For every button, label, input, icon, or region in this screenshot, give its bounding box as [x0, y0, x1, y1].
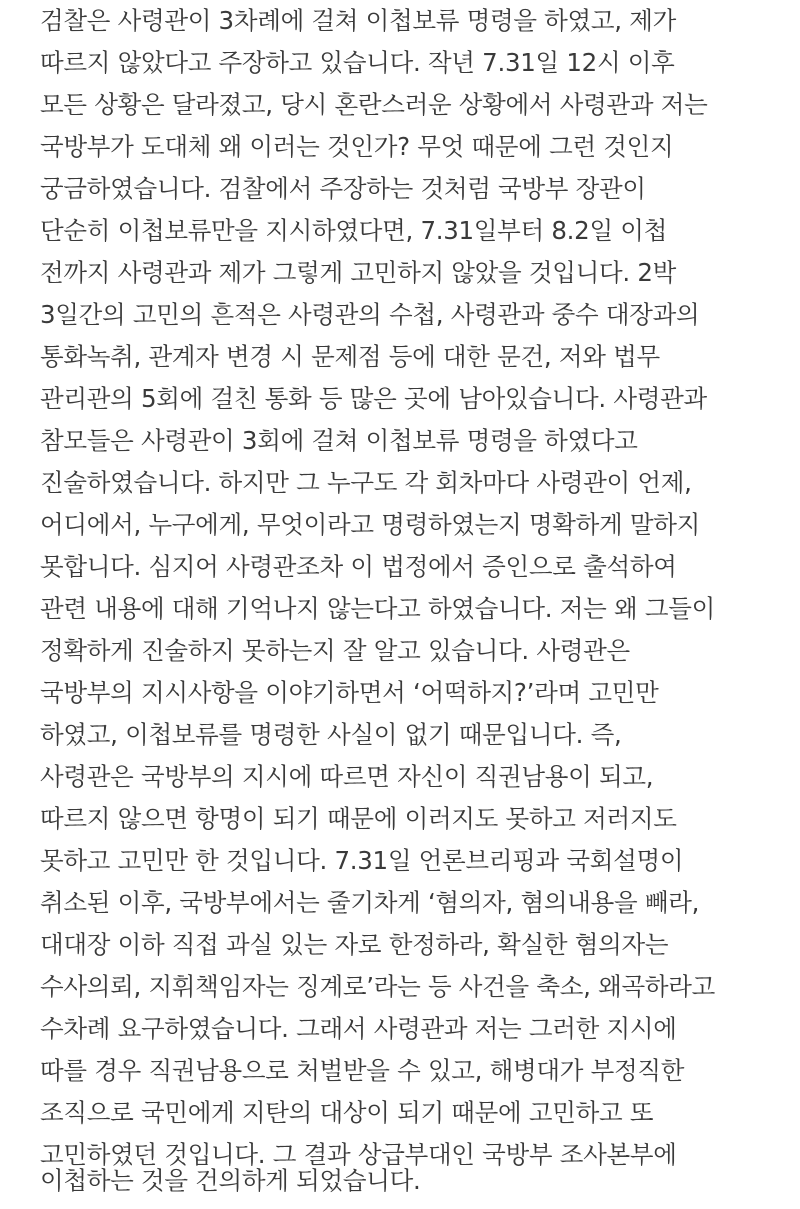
- text-line: 이첩하는 것을 건의하게 되었습니다.: [40, 1166, 421, 1195]
- text-line: 3일간의 고민의 흔적은 사령관의 수첩, 사령관과 중수 대장과의: [40, 300, 700, 329]
- text-line: 모든 상황은 달라졌고, 당시 혼란스러운 상황에서 사령관과 저는: [40, 90, 708, 119]
- text-line: 궁금하였습니다. 검찰에서 주장하는 것처럼 국방부 장관이: [40, 174, 646, 203]
- text-line: 취소된 이후, 국방부에서는 줄기차게 ‘혐의자, 혐의내용을 빼라,: [40, 888, 700, 917]
- text-line: 따르지 않으면 항명이 되기 때문에 이러지도 못하고 저러지도: [40, 804, 677, 833]
- text-line: 고민하였던 것입니다. 그 결과 상급부대인 국방부 조사본부에: [40, 1140, 677, 1169]
- text-line: 검찰은 사령관이 3차례에 걸쳐 이첩보류 명령을 하였고, 제가: [40, 6, 676, 35]
- text-line: 어디에서, 누구에게, 무엇이라고 명령하였는지 명확하게 말하지: [40, 510, 700, 539]
- text-line: 통화녹취, 관계자 변경 시 문제점 등에 대한 문건, 저와 법무: [40, 342, 660, 371]
- text-line: 수사의뢰, 지휘책임자는 징계로’라는 등 사건을 축소, 왜곡하라고: [40, 972, 715, 1001]
- text-line: 국방부의 지시사항을 이야기하면서 ‘어떡하지?’라며 고민만: [40, 678, 659, 707]
- text-line: 하였고, 이첩보류를 명령한 사실이 없기 때문입니다. 즉,: [40, 720, 622, 749]
- text-line: 대대장 이하 직접 과실 있는 자로 한정하라, 확실한 혐의자는: [40, 930, 669, 959]
- text-line: 관련 내용에 대해 기억나지 않는다고 하였습니다. 저는 왜 그들이: [40, 594, 715, 623]
- text-line: 국방부가 도대체 왜 이러는 것인가? 무엇 때문에 그런 것인지: [40, 132, 674, 161]
- text-line: 수차례 요구하였습니다. 그래서 사령관과 저는 그러한 지시에: [40, 1014, 677, 1043]
- text-line: 못하고 고민만 한 것입니다. 7.31일 언론브리핑과 국회설명이: [40, 846, 684, 875]
- text-line: 따를 경우 직권남용으로 처벌받을 수 있고, 해병대가 부정직한: [40, 1056, 685, 1085]
- text-line: 못합니다. 심지어 사령관조차 이 법정에서 증인으로 출석하여: [40, 552, 677, 581]
- text-line: 참모들은 사령관이 3회에 걸쳐 이첩보류 명령을 하였다고: [40, 426, 638, 455]
- text-line: 관리관의 5회에 걸친 통화 등 많은 곳에 남아있습니다. 사령관과: [40, 384, 707, 413]
- text-line: 따르지 않았다고 주장하고 있습니다. 작년 7.31일 12시 이후: [40, 48, 675, 77]
- text-line: 단순히 이첩보류만을 지시하였다면, 7.31일부터 8.2일 이첩: [40, 216, 668, 245]
- text-line: 진술하였습니다. 하지만 그 누구도 각 회차마다 사령관이 언제,: [40, 468, 692, 497]
- text-line: 전까지 사령관과 제가 그렇게 고민하지 않았을 것입니다. 2박: [40, 258, 676, 287]
- text-line: 사령관은 국방부의 지시에 따르면 자신이 직권남용이 되고,: [40, 762, 654, 791]
- text-line: 정확하게 진술하지 못하는지 잘 알고 있습니다. 사령관은: [40, 636, 630, 665]
- text-line: 조직으로 국민에게 지탄의 대상이 되기 때문에 고민하고 또: [40, 1098, 654, 1127]
